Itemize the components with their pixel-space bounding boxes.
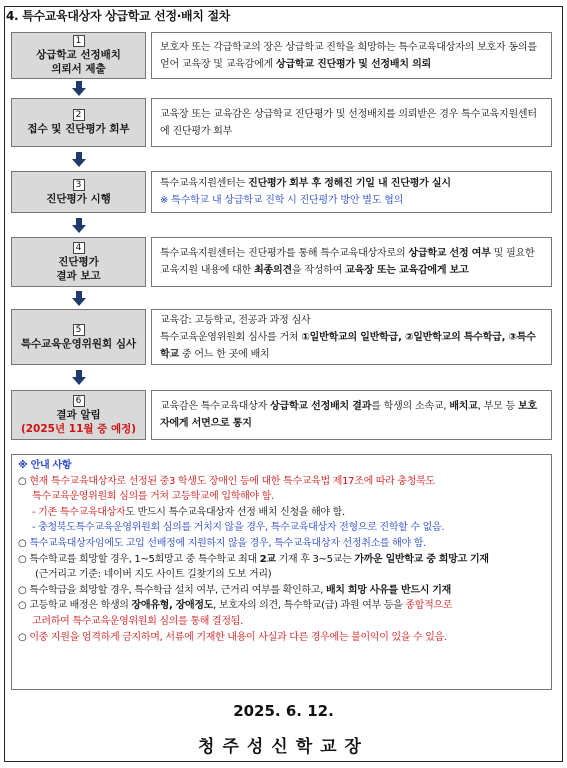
text-segment: ○ — [18, 631, 30, 643]
step-number: 2 — [73, 109, 85, 121]
step-label — [11, 237, 146, 287]
text-segment: 2교 — [259, 553, 276, 565]
text-segment: 이중 지원을 엄격하게 금지하며, 서류에 기재한 내용이 사실과 다른 경우에는 불이익이 있을 수 있음. — [29, 631, 447, 643]
description-line — [160, 175, 543, 192]
document-date: 2025. 6. 12. — [233, 702, 334, 720]
text-segment: 특수교육지원센터는 진단평가를 통해 특수교육대상자로의 — [160, 248, 409, 259]
text-segment: 교육감은 특수교육대상자 — [160, 401, 271, 412]
text-segment: , 보호자의 의견, 특수학교(급) 과원 여부 등을 — [213, 600, 406, 612]
step-label — [11, 98, 146, 147]
step-label — [11, 171, 146, 213]
notes-list — [18, 474, 545, 646]
description-line — [160, 329, 543, 363]
down-arrow-icon — [72, 81, 86, 96]
text-segment: 배치교 — [449, 401, 478, 412]
step-4 — [11, 237, 552, 287]
text-segment: 교육장 또는 교육감은 상급학교 진단평가 및 선정배치를 의뢰받은 경우 특수교육지원센터에 진단평가 회부 — [160, 108, 537, 137]
text-segment: - 기존 특수교육대상자 — [32, 506, 126, 518]
notes-line — [18, 567, 545, 583]
step-3 — [11, 171, 552, 213]
issuer-name: 청주성신학교장 — [198, 737, 369, 757]
step-1 — [11, 32, 552, 79]
step-label-line: 진단평가 — [58, 255, 99, 268]
description-line — [160, 106, 543, 140]
text-segment: 종합적으로 — [405, 600, 453, 612]
step-number: 3 — [73, 179, 85, 191]
step-label-line: 진단평가 시행 — [46, 192, 111, 205]
text-segment: 현재 특수교육대상자로 선정된 중3 학생도 장애인 등에 대한 특수교육법 제17조에 따라 충청북도 — [29, 475, 435, 487]
text-segment: 특수교육운영위원회 심사를 거쳐 — [160, 331, 302, 343]
step-label-line: 결과 보고 — [56, 269, 101, 282]
step-label-line: 의뢰서 제출 — [51, 63, 106, 75]
text-segment: ○ 특수학급을 희망할 경우, 특수학급 설치 여부, 근거리 여부를 확인하고, — [18, 584, 326, 596]
notes-box — [11, 454, 552, 690]
text-segment: 최종의견 — [254, 265, 292, 276]
description-line — [160, 312, 543, 329]
text-segment: 장애유형, 장애정도 — [131, 600, 214, 612]
step-description — [151, 390, 552, 440]
text-segment: ○ — [18, 537, 30, 549]
description-line — [160, 398, 543, 432]
description-line — [160, 39, 543, 73]
down-arrow-icon — [72, 218, 86, 233]
notes-line — [18, 614, 545, 630]
step-description — [151, 309, 552, 365]
text-segment: 교육장 또는 교육감에게 보고 — [345, 265, 469, 276]
text-segment: 특수교육지원센터는 — [160, 178, 249, 189]
text-segment: ※ 특수학교 내 상급학교 진학 시 진단평가 방안 별도 협의 — [160, 195, 404, 206]
text-segment: 기재 후 3~5교는 — [275, 553, 355, 565]
notes-line — [18, 505, 545, 521]
step-description — [151, 98, 552, 147]
notes-line — [18, 520, 545, 536]
step-description — [151, 237, 552, 287]
text-segment: 상급학교 선정배치 결과 — [270, 401, 372, 412]
notes-line — [18, 598, 545, 614]
notes-heading: ※ 안내 사항 — [18, 460, 72, 471]
text-segment: 도 반드시 특수교육대상자 선정 배치 신청을 해야 함. — [125, 506, 345, 518]
step-5 — [11, 309, 552, 365]
step-label-line: 특수교육운영위원회 심사 — [20, 337, 137, 350]
page-title: 4. 특수교육대상자 상급학교 선정·배치 절차 — [6, 9, 231, 23]
description-line — [160, 245, 543, 279]
step-label — [11, 309, 146, 365]
step-number: 1 — [73, 35, 85, 47]
step-6 — [11, 390, 552, 440]
text-segment: 특수교육대상자임에도 고입 선배정에 지원하지 않을 경우, 특수교육대상자 선정취소를 해야 함. — [29, 537, 427, 549]
text-segment: - 충청북도특수교육운영위원회 심의를 거치지 않을 경우, 특수교육대상자 전형으로 진학할 수 없음. — [32, 522, 445, 534]
text-segment: 보호자에게 서면으로 통지 — [160, 401, 537, 429]
text-segment: 을 작성하여 — [291, 265, 346, 276]
text-segment: 보호자 또는 각급학교의 장은 상급학교 진학을 희망하는 특수교육대상자의 보호자 동의를 얻어 교육장 및 교육감에게 — [160, 41, 537, 70]
text-segment: 교육감: 고등학교, 전공과 과정 심사 — [160, 314, 311, 326]
text-segment: 를 학생의 소속교, — [371, 401, 450, 412]
notes-line — [18, 583, 545, 599]
step-number: 6 — [73, 395, 85, 407]
step-label — [11, 390, 146, 440]
text-segment: 특수교육운영위원회 심의를 거쳐 고등학교에 입학해야 함. — [32, 491, 274, 503]
step-label — [11, 32, 146, 79]
notes-line — [18, 489, 545, 505]
notes-line — [18, 536, 545, 552]
text-segment: 및 필요한 교육지원 내용에 대한 — [160, 248, 535, 276]
text-segment: , 부모 등 — [477, 401, 519, 412]
text-segment: 진단평가 회부 후 정해진 기일 내 진단평가 실시 — [248, 178, 451, 189]
down-arrow-icon — [72, 291, 86, 306]
text-segment: 가까운 일반학교 중 희망고 기재 — [354, 553, 489, 565]
step-label-line: 접수 및 진단평가 회부 — [27, 123, 130, 135]
text-segment: ○ — [18, 475, 30, 487]
text-segment: ○ 고등학교 배정은 학생의 — [18, 600, 132, 612]
text-segment: (근거리고 기준: 네이버 지도 사이트 길찾기의 도보 거리) — [35, 569, 272, 581]
text-segment: ○ 특수학교를 희망할 경우, 1~5희망고 중 특수학교 최대 — [18, 553, 260, 565]
down-arrow-icon — [72, 152, 86, 167]
step-description — [151, 32, 552, 79]
text-segment: 중 어느 한 곳에 배치 — [178, 348, 270, 360]
notes-line — [18, 474, 545, 490]
notes-line — [18, 630, 545, 646]
text-segment: 상급학교 선정 여부 — [408, 248, 491, 259]
text-segment: 고려하여 특수교육운영위원회 심의를 통해 결정됨. — [32, 615, 243, 627]
text-segment: 배치 희망 사유를 반드시 기재 — [325, 584, 451, 596]
text-segment: ①일반학교의 일반학급, ②일반학교의 특수학급, ③특수학교 — [160, 331, 536, 360]
step-label-line: 상급학교 선정배치 — [36, 49, 121, 61]
text-segment: 상급학교 진단평가 및 선정배치 의뢰 — [275, 58, 432, 70]
step-schedule-note: (2025년 11월 중 예정) — [20, 422, 137, 435]
notes-line — [18, 552, 545, 568]
step-2 — [11, 98, 552, 147]
description-line — [160, 192, 543, 209]
step-number: 5 — [73, 324, 85, 336]
step-description — [151, 171, 552, 213]
step-label-line: 결과 알림 — [56, 408, 101, 421]
down-arrow-icon — [72, 370, 86, 385]
step-number: 4 — [73, 242, 85, 254]
